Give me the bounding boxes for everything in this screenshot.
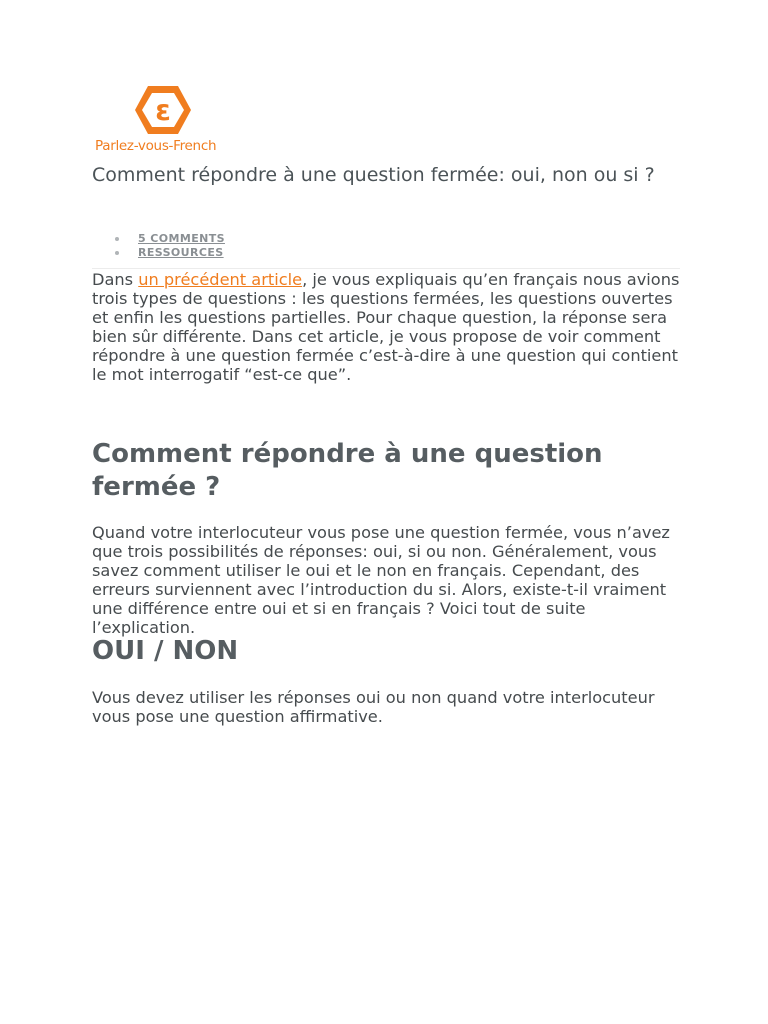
comments-link-label: 5 COMMENTS bbox=[138, 232, 225, 245]
bullet-icon bbox=[115, 251, 119, 255]
comments-link[interactable] bbox=[112, 232, 225, 246]
svg-text:ε: ε bbox=[155, 94, 171, 127]
section-heading-closed-question: Comment répondre à une question fermée ? bbox=[92, 439, 603, 502]
logo-text: Parlez-vous-French bbox=[95, 138, 217, 154]
category-link[interactable] bbox=[112, 246, 225, 260]
post-meta-list bbox=[112, 232, 225, 259]
post-title: Comment répondre à une question fermée: oui, non ou si ? bbox=[92, 164, 655, 186]
intro-text-end: , je vous expliquais qu’en français nous avions trois types de questions : les questions fermées, les questions ouvertes et enfin les questions partielles. Pour chaque question, la réponse sera bien sûr différente. Dans cet article, je vous propose de voir comment répondre à une question fermée c’est-à-dire à une question qui contient le mot interrogatif “est-ce que”. bbox=[92, 270, 680, 384]
bullet-icon bbox=[115, 237, 119, 241]
section-paragraph-oui-non: Vous devez utiliser les réponses oui ou non quand votre interlocuteur vous pose une question affirmative. bbox=[92, 688, 655, 726]
site-logo[interactable] bbox=[95, 84, 235, 156]
section-heading-oui-non: OUI / NON bbox=[92, 636, 239, 666]
intro-paragraph bbox=[92, 270, 682, 384]
intro-text-start: Dans bbox=[92, 270, 139, 289]
section-paragraph-closed-question: Quand votre interlocuteur vous pose une question fermée, vous n’avez que trois possibilités de réponses: oui, si ou non. Généralement, vous savez comment utiliser le oui et le non en français. Cependant, des erreurs surviennent avec l’introduction du si. Alors, existe-t-il vraiment une différence entre oui et si en français ? Voici tout de suite l’explication. bbox=[92, 523, 670, 637]
logo-hexagon-icon bbox=[133, 84, 193, 136]
category-link-label: RESSOURCES bbox=[138, 245, 224, 259]
divider bbox=[92, 268, 680, 269]
previous-article-link[interactable]: un précédent article bbox=[138, 270, 303, 289]
